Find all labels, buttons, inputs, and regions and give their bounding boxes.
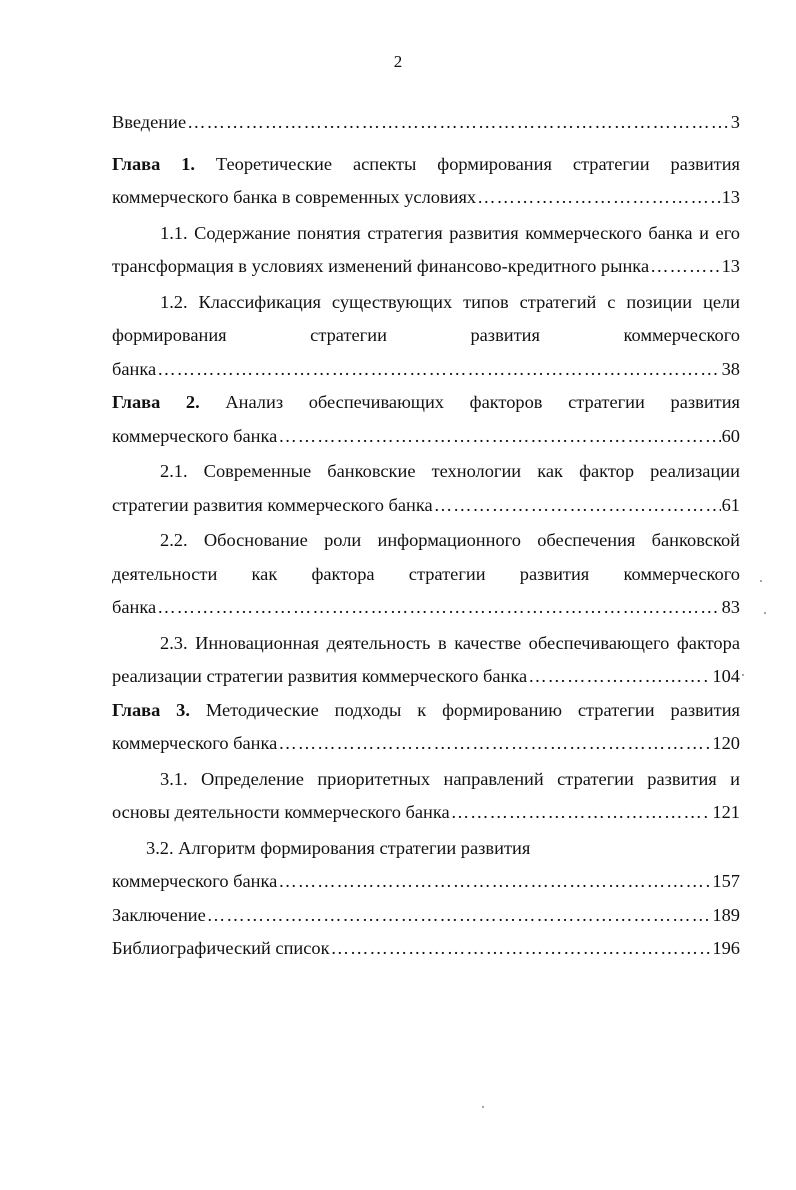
section-2-3-line1: 2.3. Инновационная деятельность в качестве обеспечивающего фактора — [160, 632, 740, 653]
toc-intro-page: 3 — [730, 112, 740, 132]
chapter-3-page: 120 — [712, 733, 740, 753]
section-3-1-page: 121 — [712, 802, 740, 822]
toc-intro-label: Введение — [112, 112, 187, 132]
toc-entry-chapter-2 — [112, 386, 740, 453]
dot-leader — [157, 353, 720, 387]
toc-entry-1-2 — [112, 286, 740, 387]
toc-entry-conclusion — [112, 899, 740, 933]
dot-leader — [157, 591, 720, 625]
chapter-1-title-line1: Теоретические аспекты формирования стратегии развития — [215, 153, 740, 174]
toc-entry-bibliography — [112, 932, 740, 966]
dot-leader — [528, 660, 711, 694]
dot-leader — [278, 865, 711, 899]
section-2-2-line2: деятельности как фактора стратегии развития коммерческого — [112, 563, 740, 584]
section-3-2-page: 157 — [712, 871, 740, 891]
section-3-2-line2: коммерческого банка — [112, 871, 278, 891]
toc-entry-2-3 — [112, 627, 740, 694]
section-3-2-line1: 3.2. Алгоритм формирования стратегии развития — [146, 837, 531, 858]
table-of-contents — [112, 106, 740, 966]
dot-leader — [278, 420, 720, 454]
section-1-1-page: 13 — [721, 256, 740, 276]
toc-entry-chapter-1 — [112, 148, 740, 215]
chapter-3-title-line1: Методические подходы к формированию стратегии развития — [205, 699, 740, 720]
scan-speck — [764, 612, 766, 614]
section-2-1-line2: стратегии развития коммерческого банка — [112, 494, 433, 515]
chapter-3-title-line2: коммерческого банка — [112, 733, 278, 753]
page-number: 2 — [393, 52, 403, 71]
section-1-2-line1: 1.2. Классификация существующих типов стратегий с позиции цели — [160, 291, 740, 312]
dot-leader — [331, 932, 712, 966]
section-3-1-line1: 3.1. Определение приоритетных направлений стратегии развития и — [160, 768, 740, 789]
section-3-1-line2: основы деятельности коммерческого банка — [112, 802, 450, 822]
toc-entry-1-1 — [112, 217, 740, 284]
section-2-1-page: 61 — [721, 494, 740, 515]
scan-speck — [482, 1106, 484, 1108]
section-1-2-line2: формирования стратегии развития коммерческого — [112, 325, 740, 345]
toc-entry-2-2 — [112, 524, 740, 625]
dot-leader — [207, 899, 712, 933]
chapter-2-title-line1: Анализ обеспечивающих факторов стратегии развития — [225, 392, 740, 412]
dot-leader — [434, 489, 721, 523]
chapter-1-prefix: Глава 1. — [112, 153, 195, 174]
toc-entry-chapter-3 — [112, 694, 740, 761]
section-2-3-line2: реализации стратегии развития коммерческого банка — [112, 666, 528, 686]
chapter-2-page: 60 — [721, 425, 740, 446]
toc-entry-3-1 — [112, 763, 740, 830]
section-1-1-line2: трансформация в условиях изменений финансово-кредитного рынка — [112, 256, 650, 276]
chapter-1-page: 13 — [721, 187, 740, 207]
section-1-2-page: 38 — [721, 358, 740, 379]
chapter-1-title-line2: коммерческого банка в современных условиях — [112, 187, 477, 207]
scan-speck — [742, 674, 744, 676]
toc-entry-3-2 — [112, 832, 740, 899]
section-2-3-page: 104 — [712, 666, 740, 686]
chapter-2-title-line2: коммерческого банка — [112, 425, 278, 446]
section-2-1-line1: 2.1. Современные банковские технологии как фактор реализации — [160, 461, 740, 481]
section-2-2-line1: 2.2. Обоснование роли информационного обеспечения банковской — [160, 530, 740, 550]
section-2-2-page: 83 — [721, 597, 740, 617]
chapter-3-prefix: Глава 3. — [112, 699, 190, 720]
dot-leader — [187, 106, 730, 140]
chapter-2-prefix: Глава 2. — [112, 392, 200, 412]
toc-entry-intro — [112, 106, 740, 140]
dot-leader — [477, 181, 720, 215]
dot-leader — [278, 727, 711, 761]
toc-conclusion-page: 189 — [712, 904, 740, 925]
section-2-2-line3: банка — [112, 597, 157, 617]
section-1-2-line3: банка — [112, 358, 157, 379]
section-1-1-line1: 1.1. Содержание понятия стратегия развития коммерческого банка и его — [160, 222, 740, 243]
dot-leader — [650, 250, 721, 284]
toc-bibliography-page: 196 — [712, 938, 740, 958]
toc-conclusion-label: Заключение — [112, 904, 206, 925]
scan-speck — [760, 580, 762, 582]
dot-leader — [451, 796, 712, 830]
toc-bibliography-label: Библиографический список — [112, 938, 330, 958]
toc-entry-2-1 — [112, 455, 740, 522]
